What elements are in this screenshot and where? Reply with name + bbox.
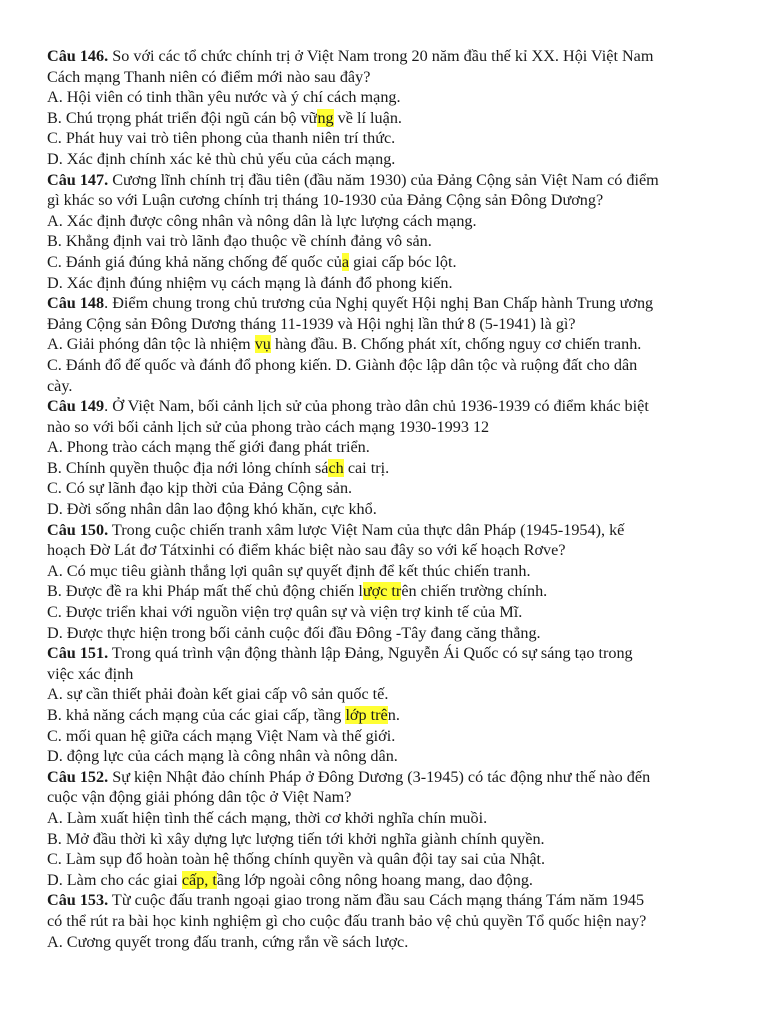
question-text: gì khác so với Luận cương chính trị tháng 10-1930 của Đảng Cộng sản Đông Dương? xyxy=(47,191,604,210)
highlighted-text: lớp trê xyxy=(345,706,388,724)
question-stem-line xyxy=(47,643,716,664)
question-stem-continuation xyxy=(47,67,716,88)
answer-option xyxy=(47,932,716,953)
option-text: D. Đời sống nhân dân lao động khó khăn, cực khổ. xyxy=(47,500,377,519)
answer-option xyxy=(47,684,716,705)
option-text: A. Giải phóng dân tộc là nhiệm xyxy=(47,335,255,354)
option-text: B. Được đề ra khi Pháp mất thế chủ động chiến l xyxy=(47,582,363,601)
option-text: cày. xyxy=(47,376,73,395)
option-text: C. Làm sụp đổ hoàn toàn hệ thống chính quyền và quân đội tay sai của Nhật. xyxy=(47,850,546,869)
highlighted-text: ng xyxy=(317,108,334,127)
answer-option xyxy=(47,849,716,870)
question-text: có thể rút ra bài học kinh nghiệm gì cho cuộc đấu tranh bảo vệ chủ quyền Tổ quốc hiện nay? xyxy=(47,911,647,930)
answer-option xyxy=(47,211,716,232)
question-stem-line xyxy=(47,170,716,191)
question-block xyxy=(47,890,716,952)
option-text: C. Đánh đổ đế quốc và đánh đổ phong kiến. D. Giành độc lập dân tộc và ruộng đất cho dân xyxy=(47,355,638,374)
option-text: giai cấp bóc lột. xyxy=(349,252,457,271)
answer-option xyxy=(47,252,716,273)
question-stem-continuation xyxy=(47,190,716,211)
answer-option xyxy=(47,437,716,458)
question-text: Cương lĩnh chính trị đầu tiên (đầu năm 1930) của Đảng Cộng sản Việt Nam có điểm xyxy=(108,170,659,189)
question-stem-continuation xyxy=(47,540,716,561)
question-text: . Điểm chung trong chủ trương của Nghị quyết Hội nghị Ban Chấp hành Trung ương xyxy=(104,294,654,313)
answer-option xyxy=(47,870,716,891)
question-number: Câu 151. xyxy=(47,644,109,663)
option-text: n. xyxy=(387,706,400,724)
question-text: So với các tổ chức chính trị ở Việt Nam trong 20 năm đầu thế kỉ XX. Hội Việt Nam xyxy=(108,47,654,65)
highlighted-text: vụ xyxy=(254,335,271,354)
option-text: ầng lớp ngoài công nông hoang mang, dao động. xyxy=(216,870,533,889)
question-stem-line xyxy=(47,767,716,788)
answer-option xyxy=(47,376,716,397)
question-block xyxy=(47,520,716,644)
question-text: việc xác định xyxy=(47,664,134,683)
option-text: D. Được thực hiện trong bối cảnh cuộc đối đầu Đông -Tây đang căng thẳng. xyxy=(47,623,541,642)
question-number: Câu 146. xyxy=(47,47,109,65)
question-stem-line xyxy=(47,293,716,314)
question-stem-continuation xyxy=(47,911,716,932)
answer-option xyxy=(47,231,716,252)
answer-option xyxy=(47,705,716,726)
question-block xyxy=(47,643,716,767)
option-text: A. Phong trào cách mạng thế giới đang phát triển. xyxy=(47,438,370,457)
answer-option xyxy=(47,808,716,829)
option-text: B. Khẳng định vai trò lãnh đạo thuộc về chính đảng vô sản. xyxy=(47,232,432,251)
question-block xyxy=(47,170,716,294)
answer-option xyxy=(47,561,716,582)
option-text: D. Xác định chính xác kẻ thù chủ yếu của cách mạng. xyxy=(47,149,396,168)
option-text: B. Chú trọng phát triển đội ngũ cán bộ vữ xyxy=(47,108,318,127)
question-stem-line xyxy=(47,890,716,911)
question-block xyxy=(47,293,716,396)
option-text: D. Làm cho các giai xyxy=(47,870,182,889)
question-stem-line xyxy=(47,46,716,67)
option-text: A. Xác định được công nhân và nông dân là lực lượng cách mạng. xyxy=(47,211,477,230)
question-block xyxy=(47,396,716,520)
question-stem-line xyxy=(47,520,716,541)
highlighted-text: ược tr xyxy=(362,582,402,601)
question-text: Từ cuộc đấu tranh ngoại giao trong năm đầu sau Cách mạng tháng Tám năm 1945 xyxy=(108,891,645,910)
option-text: về lí luận. xyxy=(333,108,402,127)
question-list xyxy=(47,46,716,952)
question-number: Câu 149 xyxy=(47,397,105,416)
option-text: C. Phát huy vai trò tiên phong của thanh niên trí thức. xyxy=(47,129,396,148)
question-text: Trong cuộc chiến tranh xâm lược Việt Nam của thực dân Pháp (1945-1954), kế xyxy=(108,520,625,539)
question-number: Câu 152. xyxy=(47,767,109,786)
question-number: Câu 147. xyxy=(47,170,109,189)
question-text: Đảng Cộng sản Đông Dương tháng 11-1939 và Hội nghị lần thứ 8 (5-1941) là gì? xyxy=(47,314,576,333)
highlighted-text: cấp, t xyxy=(181,870,217,889)
answer-option xyxy=(47,355,716,376)
answer-option xyxy=(47,726,716,747)
option-text: A. sự cần thiết phải đoàn kết giai cấp vô sản quốc tế. xyxy=(47,685,389,704)
option-text: A. Hội viên có tinh thần yêu nước và ý chí cách mạng. xyxy=(47,88,401,107)
question-stem-continuation xyxy=(47,314,716,335)
answer-option xyxy=(47,334,716,355)
answer-option xyxy=(47,87,716,108)
question-text: Cách mạng Thanh niên có điểm mới nào sau đây? xyxy=(47,67,371,86)
question-text: Sự kiện Nhật đảo chính Pháp ở Đông Dương (3-1945) có tác động như thế nào đến xyxy=(108,767,651,786)
option-text: B. Mở đầu thời kì xây dựng lực lượng tiến tới khởi nghĩa giành chính quyền. xyxy=(47,829,545,848)
question-stem-continuation xyxy=(47,664,716,685)
option-text: C. Được triển khai với nguồn viện trợ quân sự và viện trợ kinh tế của Mĩ. xyxy=(47,603,523,622)
question-block xyxy=(47,767,716,891)
option-text: D. Xác định đúng nhiệm vụ cách mạng là đánh đổ phong kiến. xyxy=(47,273,453,292)
option-text: B. khả năng cách mạng của các giai cấp, tầng xyxy=(47,706,346,724)
highlighted-text: a xyxy=(341,252,350,271)
option-text: C. Có sự lãnh đạo kịp thời của Đảng Cộng sản. xyxy=(47,479,353,498)
answer-option xyxy=(47,128,716,149)
question-stem-line xyxy=(47,396,716,417)
option-text: A. Cương quyết trong đấu tranh, cứng rắn về sách lược. xyxy=(47,932,409,951)
option-text: ên chiến trường chính. xyxy=(401,582,548,601)
option-text: B. Chính quyền thuộc địa nới lỏng chính sá xyxy=(47,458,329,477)
option-text: C. Đánh giá đúng khả năng chống đế quốc củ xyxy=(47,252,342,271)
answer-option xyxy=(47,581,716,602)
answer-option xyxy=(47,478,716,499)
answer-option xyxy=(47,499,716,520)
answer-option xyxy=(47,602,716,623)
question-text: cuộc vận động giải phóng dân tộc ở Việt Nam? xyxy=(47,788,352,807)
answer-option xyxy=(47,746,716,767)
highlighted-text: ch xyxy=(328,458,344,477)
question-stem-continuation xyxy=(47,787,716,808)
option-text: C. mối quan hệ giữa cách mạng Việt Nam và thế giới. xyxy=(47,726,396,745)
answer-option xyxy=(47,829,716,850)
question-text: hoạch Đờ Lát đơ Tátxinhi có điểm khác biệt nào sau đây so với kế hoạch Rơve? xyxy=(47,541,566,560)
question-number: Câu 148 xyxy=(47,294,105,313)
question-text: nào so với bối cảnh lịch sử của phong trào cách mạng 1930-1993 12 xyxy=(47,417,490,436)
question-number: Câu 153. xyxy=(47,891,109,910)
answer-option xyxy=(47,623,716,644)
question-number: Câu 150. xyxy=(47,520,109,539)
question-block xyxy=(47,46,716,170)
question-text: Trong quá trình vận động thành lập Đảng, Nguyễn Ái Quốc có sự sáng tạo trong xyxy=(108,644,633,663)
option-text: A. Làm xuất hiện tình thế cách mạng, thời cơ khởi nghĩa chín muồi. xyxy=(47,808,488,827)
answer-option xyxy=(47,458,716,479)
answer-option xyxy=(47,149,716,170)
answer-option xyxy=(47,108,716,129)
option-text: cai trị. xyxy=(343,458,390,477)
option-text: D. động lực của cách mạng là công nhân và nông dân. xyxy=(47,747,398,766)
answer-option xyxy=(47,273,716,294)
question-stem-continuation xyxy=(47,417,716,438)
option-text: A. Có mục tiêu giành thắng lợi quân sự quyết định để kết thúc chiến tranh. xyxy=(47,561,531,580)
question-text: . Ở Việt Nam, bối cảnh lịch sử của phong trào dân chủ 1936-1939 có điểm khác biệt xyxy=(104,397,649,416)
option-text: hàng đầu. B. Chống phát xít, chống nguy cơ chiến tranh. xyxy=(270,335,642,354)
